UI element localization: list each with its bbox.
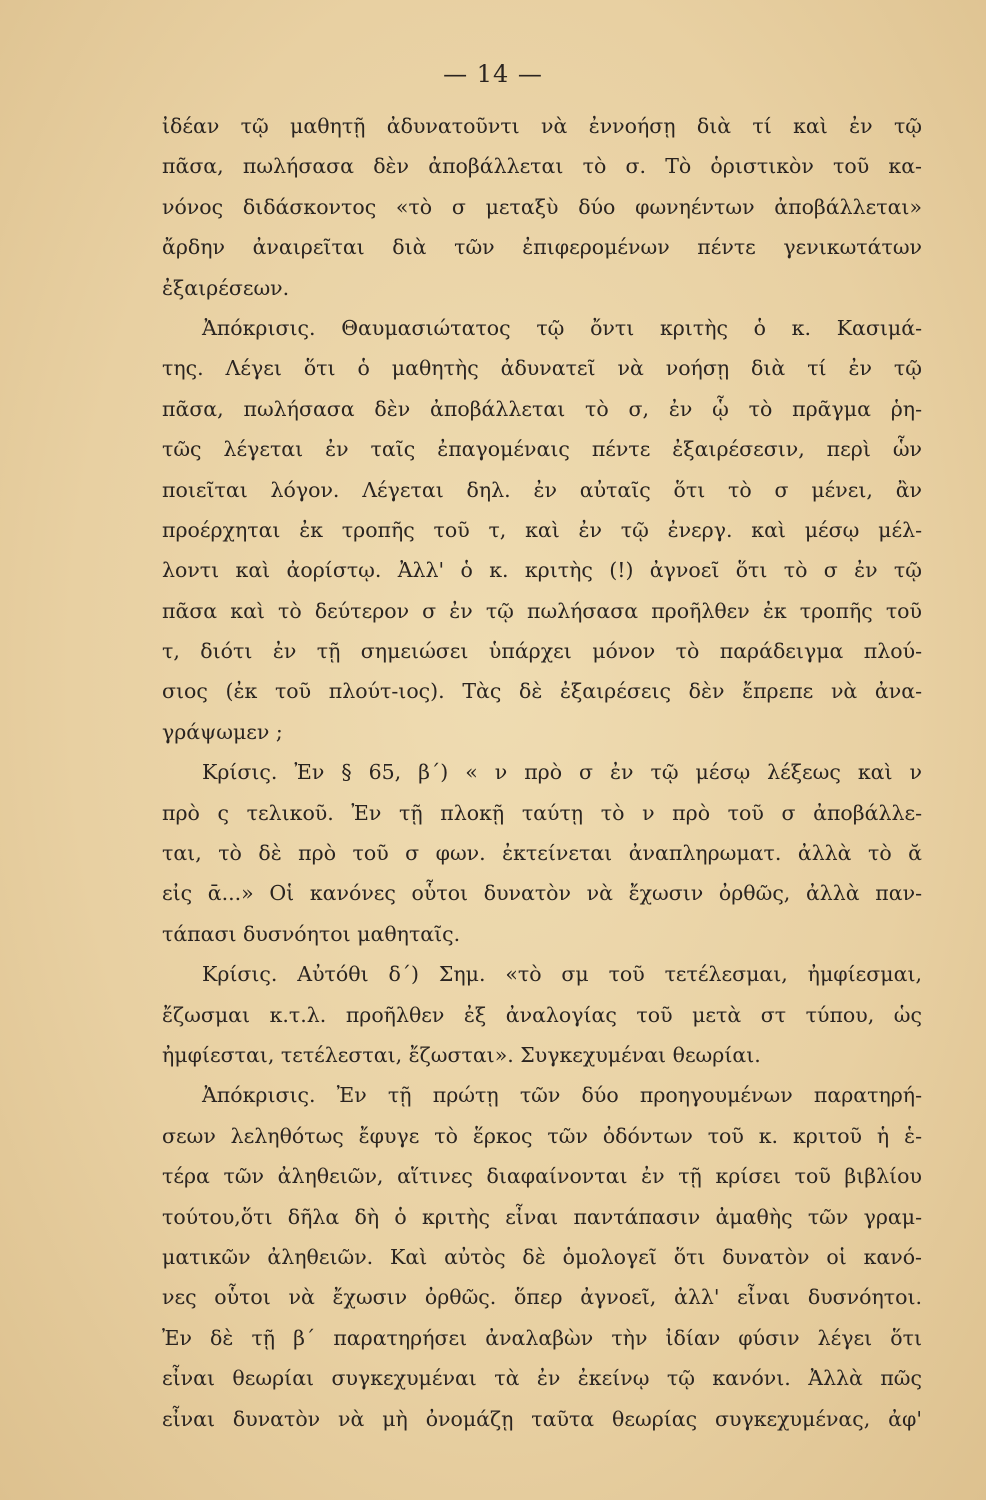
text-line: τῶς λέγεται ἐν ταῖς ἐπαγομέναις πέντε ἐξαιρέσεσιν, περὶ ὧν: [162, 437, 922, 462]
text-line: πᾶσα καὶ τὸ δεύτερον σ ἐν τῷ πωλήσασα προῆλθεν ἐκ τροπῆς τοῦ: [162, 598, 922, 623]
text-line: λοντι καὶ ἀορίστῳ. Ἀλλ' ὁ κ. κριτὴς (!) ἀγνοεῖ ὅτι τὸ σ ἐν τῷ: [162, 558, 922, 583]
page-number: — 14 —: [443, 60, 543, 88]
text-line: γράψωμεν ;: [162, 719, 283, 744]
text-line: εἶναι δυνατὸν νὰ μὴ ὀνομάζῃ ταῦτα θεωρίας συγκεχυμένας, ἀφ': [162, 1406, 922, 1431]
text-line: πρὸ ς τελικοῦ. Ἐν τῇ πλοκῇ ταύτῃ τὸ ν πρὸ τοῦ σ ἀποβάλλε-: [162, 800, 922, 825]
text-line: σιος (ἐκ τοῦ πλούτ-ιος). Τὰς δὲ ἐξαιρέσεις δὲν ἔπρεπε νὰ ἀνα-: [162, 679, 922, 704]
text-line: προέρχηται ἐκ τροπῆς τοῦ τ, καὶ ἐν τῷ ἐνεργ. καὶ μέσῳ μέλ-: [162, 517, 922, 542]
text-line: Ἀπόκρισις. Ἐν τῇ πρώτῃ τῶν δύο προηγουμένων παρατηρή-: [202, 1083, 922, 1108]
text-line: Ἐν δὲ τῇ β´ παρατηρήσει ἀναλαβὼν τὴν ἰδίαν φύσιν λέγει ὅτι: [162, 1325, 922, 1350]
text-line: ἰδέαν τῷ μαθητῇ ἀδυνατοῦντι νὰ ἐννοήσῃ διὰ τί καὶ ἐν τῷ: [162, 114, 922, 138]
text-line: ἄρδην ἀναιρεῖται διὰ τῶν ἐπιφερομένων πέντε γενικωτάτων: [162, 235, 922, 260]
text-line: της. Λέγει ὅτι ὁ μαθητὴς ἀδυνατεῖ νὰ νοήσῃ διὰ τί ἐν τῷ: [162, 356, 922, 381]
text-line: ται, τὸ δὲ πρὸ τοῦ σ φων. ἐκτείνεται ἀναπληρωματ. ἀλλὰ τὸ ᾰ: [162, 841, 922, 866]
text-line: εἰς ᾱ...» Οἱ κανόνες οὗτοι δυνατὸν νὰ ἔχωσιν ὀρθῶς, ἀλλὰ παν-: [162, 881, 922, 906]
text-line: εἶναι θεωρίαι συγκεχυμέναι τὰ ἐν ἐκείνῳ τῷ κανόνι. Ἀλλὰ πῶς: [162, 1366, 922, 1391]
text-line: ἔζωσμαι κ.τ.λ. προῆλθεν ἐξ ἀναλογίας τοῦ μετὰ στ τύπου, ὡς: [162, 1002, 922, 1027]
text-line: νόνος διδάσκοντος «τὸ σ μεταξὺ δύο φωνηέντων ἀποβάλλεται»: [162, 194, 922, 219]
text-line: ἐξαιρέσεων.: [162, 275, 290, 300]
text-line: σεων λεληθότως ἔφυγε τὸ ἕρκος τῶν ὀδόντων τοῦ κ. κριτοῦ ἡ ἑ-: [162, 1123, 922, 1148]
text-line: πᾶσα, πωλήσασα δὲν ἀποβάλλεται τὸ σ. Τὸ ὁριστικὸν τοῦ κα-: [162, 154, 922, 179]
text-line: τάπασι δυσνόητοι μαθηταῖς.: [162, 921, 461, 946]
text-line: τούτου,ὅτι δῆλα δὴ ὁ κριτὴς εἶναι παντάπασιν ἀμαθὴς τῶν γραμ-: [162, 1204, 922, 1229]
text-line: ποιεῖται λόγον. Λέγεται δηλ. ἐν αὐταῖς ὅτι τὸ σ μένει, ἂν: [162, 477, 922, 502]
text-line: νες οὗτοι νὰ ἔχωσιν ὀρθῶς. ὅπερ ἀγνοεῖ, ἀλλ' εἶναι δυσνόητοι.: [162, 1285, 922, 1310]
body-text: [162, 106, 922, 1439]
text-line: τέρα τῶν ἀληθειῶν, αἵτινες διαφαίνονται ἐν τῇ κρίσει τοῦ βιβλίου: [162, 1164, 922, 1189]
text-line: ἠμφίεσται, τετέλεσται, ἔζωσται». Συγκεχυμέναι θεωρίαι.: [162, 1042, 761, 1067]
text-line: ματικῶν ἀληθειῶν. Καὶ αὐτὸς δὲ ὁμολογεῖ ὅτι δυνατὸν οἱ κανό-: [162, 1244, 922, 1269]
text-line: Κρίσις. Ἐν § 65, β´) « ν πρὸ σ ἐν τῷ μέσῳ λέξεως καὶ ν: [202, 760, 922, 785]
text-line: τ, διότι ἐν τῇ σημειώσει ὑπάρχει μόνον τὸ παράδειγμα πλού-: [162, 639, 922, 664]
text-line: Κρίσις. Αὐτόθι δ´) Σημ. «τὸ σμ τοῦ τετέλεσμαι, ἠμφίεσμαι,: [202, 962, 922, 987]
text-line: Ἀπόκρισις. Θαυμασιώτατος τῷ ὄντι κριτὴς ὁ κ. Κασιμά-: [202, 315, 922, 340]
text-line: πᾶσα, πωλήσασα δὲν ἀποβάλλεται τὸ σ, ἐν ᾧ τὸ πρᾶγμα ῥη-: [162, 396, 922, 421]
